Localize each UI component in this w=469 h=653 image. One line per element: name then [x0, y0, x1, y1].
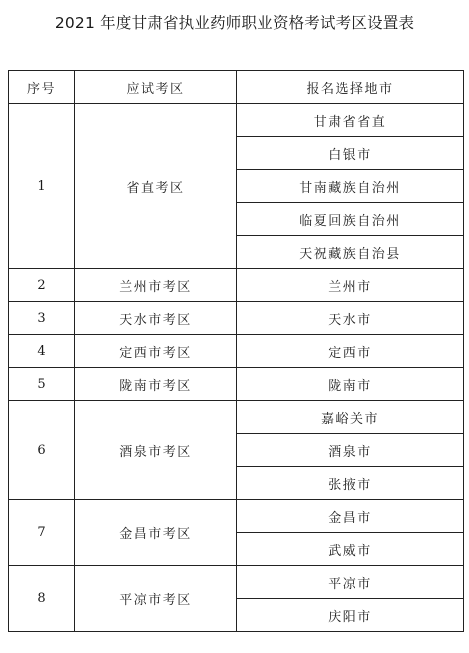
- exam-site-cell: 金昌市考区: [75, 500, 237, 566]
- row-number-cell: 4: [9, 335, 75, 368]
- exam-site-cell: 兰州市考区: [75, 269, 237, 302]
- city-cell: 平凉市: [237, 566, 464, 599]
- table-body: [9, 104, 464, 632]
- table-row: [9, 566, 464, 599]
- exam-site-cell: 定西市考区: [75, 335, 237, 368]
- exam-site-cell: 天水市考区: [75, 302, 237, 335]
- city-cell: 定西市: [237, 335, 464, 368]
- city-cell: 天祝藏族自治县: [237, 236, 464, 269]
- city-cell: 金昌市: [237, 500, 464, 533]
- city-cell: 天水市: [237, 302, 464, 335]
- table-row: [9, 104, 464, 137]
- city-cell: 酒泉市: [237, 434, 464, 467]
- exam-site-cell: 陇南市考区: [75, 368, 237, 401]
- row-number-cell: 8: [9, 566, 75, 632]
- table-row: [9, 269, 464, 302]
- city-cell: 甘肃省省直: [237, 104, 464, 137]
- city-cell: 嘉峪关市: [237, 401, 464, 434]
- city-cell: 陇南市: [237, 368, 464, 401]
- row-number-cell: 3: [9, 302, 75, 335]
- row-number-cell: 6: [9, 401, 75, 500]
- table-row: [9, 401, 464, 434]
- exam-site-cell: 平凉市考区: [75, 566, 237, 632]
- city-cell: 兰州市: [237, 269, 464, 302]
- table-header-row: [9, 71, 464, 104]
- table-row: [9, 368, 464, 401]
- city-cell: 张掖市: [237, 467, 464, 500]
- exam-site-cell: 酒泉市考区: [75, 401, 237, 500]
- exam-site-cell: 省直考区: [75, 104, 237, 269]
- city-cell: 临夏回族自治州: [237, 203, 464, 236]
- city-cell: 甘南藏族自治州: [237, 170, 464, 203]
- row-number-cell: 1: [9, 104, 75, 269]
- header-no: 序号: [9, 71, 75, 104]
- page-title: 2021 年度甘肃省执业药师职业资格考试考区设置表: [54, 14, 415, 32]
- row-number-cell: 5: [9, 368, 75, 401]
- city-cell: 庆阳市: [237, 599, 464, 632]
- city-cell: 武威市: [237, 533, 464, 566]
- table-row: [9, 500, 464, 533]
- city-cell: 白银市: [237, 137, 464, 170]
- header-exam-site: 应试考区: [75, 71, 237, 104]
- exam-site-table: [8, 70, 464, 632]
- table-row: [9, 335, 464, 368]
- row-number-cell: 2: [9, 269, 75, 302]
- header-city: 报名选择地市: [237, 71, 464, 104]
- table-row: [9, 302, 464, 335]
- row-number-cell: 7: [9, 500, 75, 566]
